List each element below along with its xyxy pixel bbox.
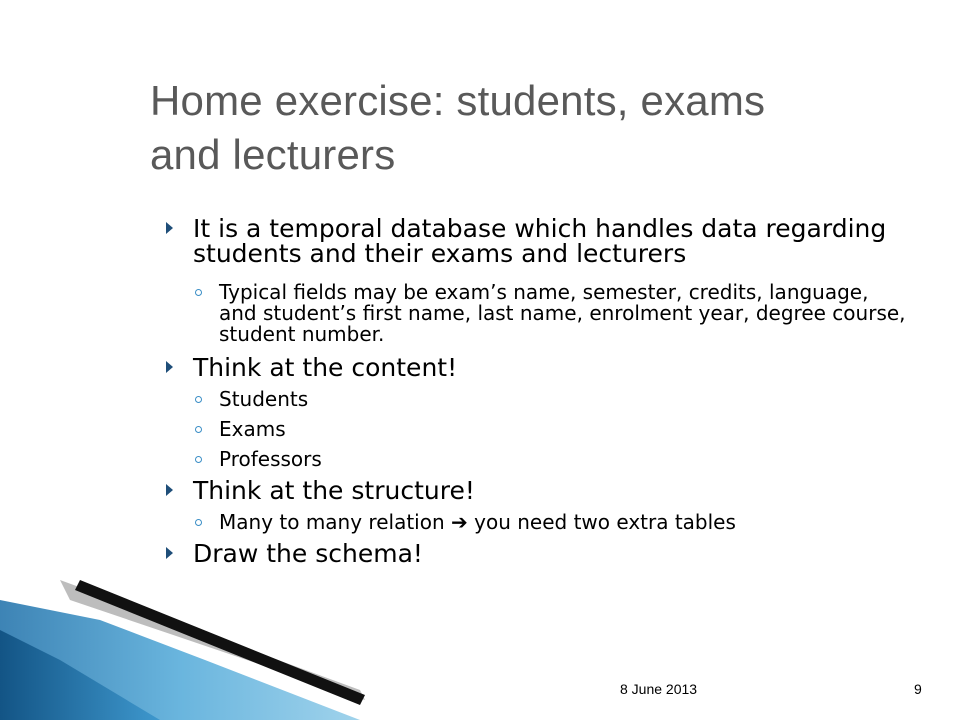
bullet-item [150,478,910,503]
sub-bullet-item [150,512,910,533]
bullet-item [150,355,910,380]
bullet-item [150,541,910,566]
bullet-list [150,210,910,566]
bullet-text: It is a temporal database which handles data regarding students and their exams and lecturers [193,214,887,268]
title-line-2: and lecturers [150,131,396,178]
sub-bullet-item [150,389,910,410]
ring-bullet-icon [195,289,202,296]
triangle-bullet-icon [166,361,173,373]
sub-bullet-text: Students [219,387,309,411]
ring-bullet-icon [195,519,202,526]
footer-date: 8 June 2013 [620,681,698,697]
bullet-text: Think at the content! [193,353,458,382]
sub-bullet-text-part: you need two extra tables [467,510,736,534]
sub-bullet-text: Professors [219,447,322,471]
sub-bullet-text: Exams [219,417,286,441]
title-line-1: Home exercise: students, exams [150,77,766,124]
bullet-text: Draw the schema! [193,539,423,568]
right-arrow-icon: ➔ [451,510,468,534]
sub-bullet-item [150,282,910,345]
sub-bullet-text: Typical fields may be exam’s name, semester, credits, language, and student’s first name, last name, enrolment year, degree course, student number. [219,280,906,346]
ring-bullet-icon [195,396,202,403]
bullet-text: Think at the structure! [193,476,475,505]
bullet-item [150,216,910,266]
triangle-bullet-icon [166,547,173,559]
ring-bullet-icon [195,426,202,433]
slide-title [150,74,910,182]
ring-bullet-icon [195,456,202,463]
sub-bullet-text-part: Many to many relation [219,510,451,534]
triangle-bullet-icon [166,222,173,234]
sub-bullet-item [150,419,910,440]
triangle-bullet-icon [166,484,173,496]
decorative-swoosh [0,560,720,720]
sub-bullet-item [150,449,910,470]
page-number: 9 [914,681,922,697]
